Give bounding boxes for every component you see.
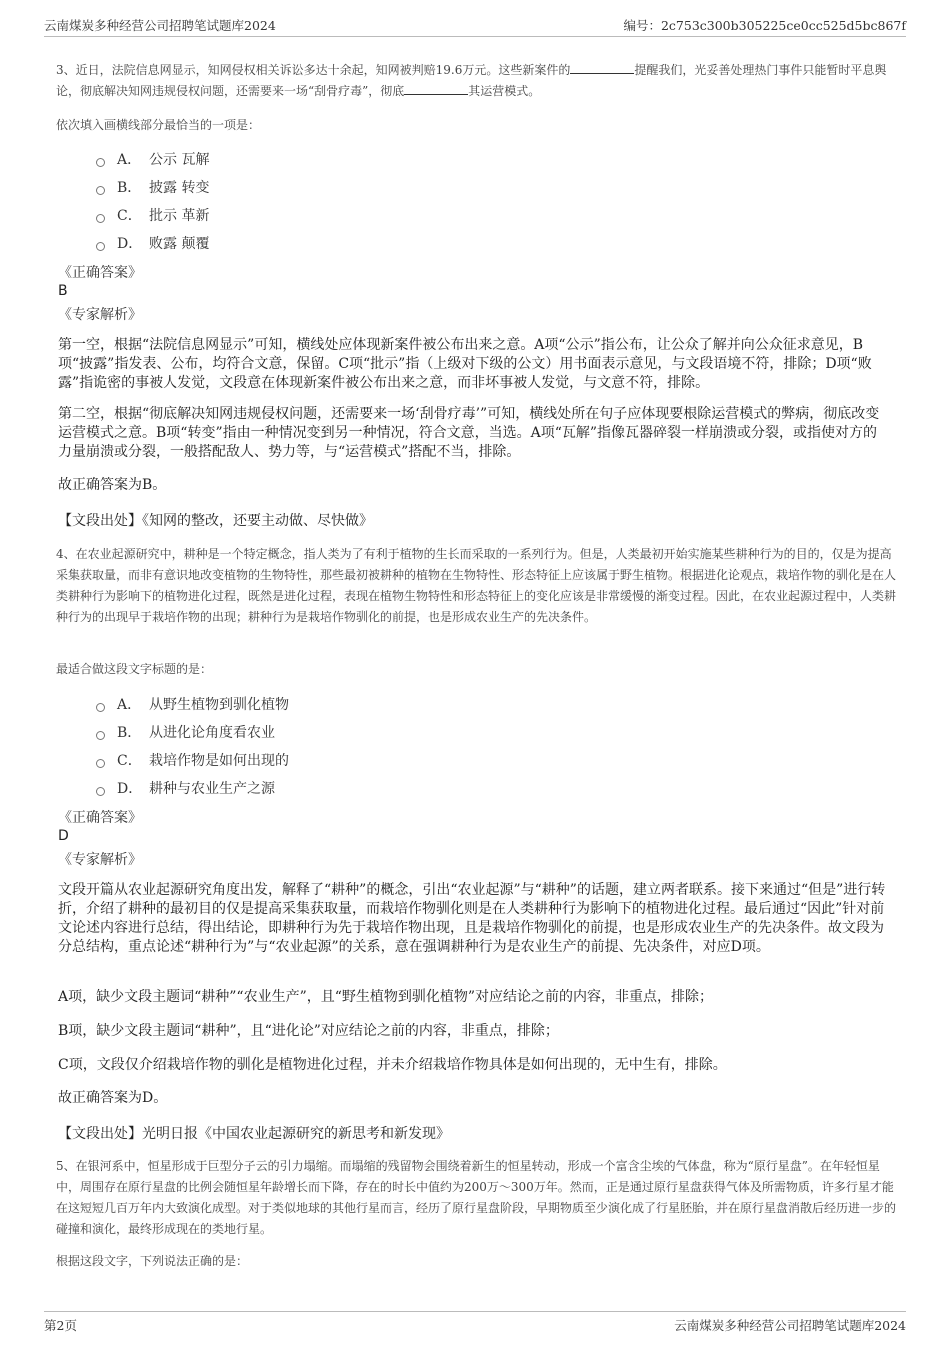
option-a[interactable]: A． 从野生植物到驯化植物 (96, 690, 289, 718)
answer-value: D (58, 828, 69, 844)
radio-icon[interactable] (96, 186, 105, 195)
analysis-paragraph: 第一空，根据“法院信息网显示”可知，横线处应体现新案件被公布出来之意。A项“公示”指公布，让公众了解并向公众征求意见，B项“披露”指发表、公布，均符合文意，保留。C项“批示”指（上级对下级的公文）用书面表示意见，与文段语境不符，排除；D项“败露”指诡密的事被人发觉，文段意在体现新案件被公布出来之意，而非坏事被人发觉，与文意不符，排除。 (58, 337, 872, 391)
header-code: 编号：2c753c300b305225ce0cc525d5bc867f (623, 18, 906, 33)
radio-icon[interactable] (96, 787, 105, 796)
option-a[interactable]: A． 公示 瓦解 (96, 145, 209, 173)
answer-value: B (58, 283, 68, 299)
radio-icon[interactable] (96, 214, 105, 223)
radio-icon[interactable] (96, 158, 105, 167)
page-header (44, 14, 906, 37)
analysis-paragraph: 第二空，根据“彻底解决知网违规侵权问题，还需要来一场‘刮骨疗毒’”可知，横线处所在句子应体现要根除运营模式的弊病，彻底改变运营模式之意。B项“转变”指由一种情况变到另一种情况，符合文意，当选。A项“瓦解”指像瓦器碎裂一样崩溃或分裂，或指使对方的力量崩溃或分裂，一般搭配敌人、势力等，与“运营模式”搭配不当，排除。 (58, 406, 880, 460)
question-3-options (96, 145, 209, 257)
option-b[interactable]: B． 从进化论角度看农业 (96, 718, 289, 746)
blank-1 (570, 61, 634, 74)
analysis-option-b: B项，缺少文段主题词“耕种”，且“进化论”对应结论之前的内容，非重点，排除； (58, 1023, 559, 1039)
analysis-option-c: C项，文段仅介绍栽培作物的驯化是植物进化过程，并未介绍栽培作物具体是如何出现的，无中生有，排除。 (58, 1057, 727, 1073)
conclusion: 故正确答案为D。 (58, 1090, 168, 1106)
option-d[interactable]: D． 败露 颠覆 (96, 229, 209, 257)
footer-title: 云南煤炭多种经营公司招聘笔试题库2024 (674, 1318, 906, 1333)
question-3-prompt: 依次填入画横线部分最恰当的一项是： (56, 118, 261, 132)
option-c[interactable]: C． 栽培作物是如何出现的 (96, 746, 289, 774)
option-b[interactable]: B． 披露 转变 (96, 173, 209, 201)
page-footer (44, 1311, 906, 1336)
analysis-label: 《专家解析》 (58, 852, 142, 868)
radio-icon[interactable] (96, 731, 105, 740)
blank-2 (404, 82, 468, 95)
answer-label: 《正确答案》 (58, 265, 142, 281)
question-5-text: 5、在银河系中，恒星形成于巨型分子云的引力塌缩。而塌缩的残留物会围绕着新生的恒星转动，形成一个富含尘埃的气体盘，称为“原行星盘”。在年轻恒星中，周围存在原行星盘的比例会随恒星年龄增长而下降，存在的时长中值约为200万～300万年。然而，正是通过原行星盘获得气体及所需物质，许多行星才能在这短短几百万年内大致演化成型。对于类似地球的其他行星而言，经历了原行星盘阶段，早期物质至少演化成了行星胚胎，并在原行星盘消散后经历进一步的碰撞和演化，最终形成现在的类地行星。 (56, 1159, 897, 1236)
question-4-options (96, 690, 289, 802)
radio-icon[interactable] (96, 759, 105, 768)
analysis-label: 《专家解析》 (58, 307, 142, 323)
question-5-prompt: 根据这段文字，下列说法正确的是： (56, 1254, 249, 1268)
analysis-option-a: A项，缺少文段主题词“耕种”“农业生产”，且“野生植物到驯化植物”对应结论之前的内容，非重点，排除； (58, 989, 714, 1005)
header-title: 云南煤炭多种经营公司招聘笔试题库2024 (44, 18, 276, 33)
radio-icon[interactable] (96, 703, 105, 712)
option-c[interactable]: C． 批示 革新 (96, 201, 209, 229)
conclusion: 故正确答案为B。 (58, 477, 167, 493)
question-4-text: 4、在农业起源研究中，耕种是一个特定概念，指人类为了有利于植物的生长而采取的一系列行为。但是，人类最初开始实施某些耕种行为的目的，仅是为提高采集获取量，而非有意识地改变植物的生物特性，那些最初被耕种的植物在生物特性、形态特征上应该属于野生植物。根据进化论观点，栽培作物的驯化是在人类耕种行为影响下的植物进化过程，既然是进化过程，表现在植物生物特性和形态特征上的变化应该是非常缓慢的渐变过程。因此，在农业起源过程中，人类耕种行为的出现早于栽培作物的出现；耕种行为是栽培作物驯化的前提，也是形成农业生产的先决条件。 (56, 547, 897, 624)
answer-label: 《正确答案》 (58, 810, 142, 826)
analysis-paragraph: 文段开篇从农业起源研究角度出发，解释了“耕种”的概念，引出“农业起源”与“耕种”的话题，建立两者联系。接下来通过“但是”进行转折，介绍了耕种的最初目的仅是提高采集获取量，而栽培作物驯化则是在人类耕种行为影响下的植物进化过程。最后通过“因此”针对前文论述内容进行总结，得出结论，即耕种行为先于栽培作物出现，且是栽培作物驯化的前提，也是形成农业生产的先决条件。故文段为分总结构，重点论述“耕种行为”与“农业起源”的关系，意在强调耕种行为是农业生产的前提、先决条件，对应D项。 (58, 882, 886, 955)
radio-icon[interactable] (96, 242, 105, 251)
option-d[interactable]: D． 耕种与农业生产之源 (96, 774, 289, 802)
source-citation: 【文段出处】《知网的整改，还要主动做、尽快做》 (58, 513, 373, 529)
question-4-prompt: 最适合做这段文字标题的是： (56, 662, 213, 676)
page-number: 第2页 (44, 1318, 77, 1333)
question-3-text: 3、近日，法院信息网显示，知网侵权相关诉讼多达十余起，知网被判赔19.6万元。这些新案件的 提醒我们，光妥善处理热门事件只能暂时平息舆论，彻底解决知网违规侵权问题，还需要来一场“刮骨疗毒”，彻底 其运营模式。 (56, 63, 887, 98)
source-citation: 【文段出处】光明日报《中国农业起源研究的新思考和新发现》 (58, 1126, 450, 1142)
